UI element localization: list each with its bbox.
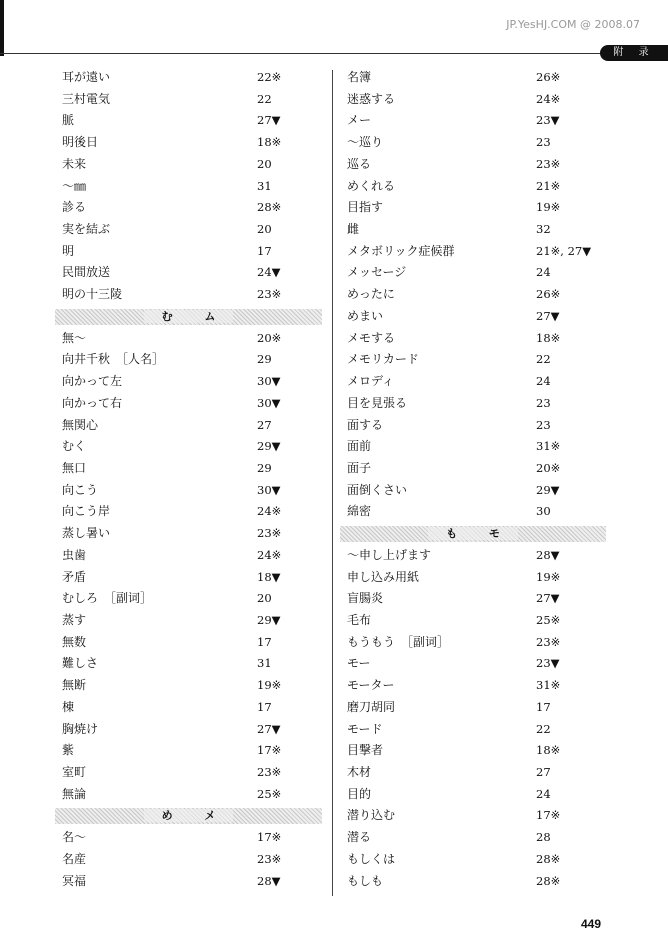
entry-term: 面倒くさい [347,482,408,497]
index-entry [340,480,606,502]
entry-reference: 29▼ [536,482,560,497]
index-entry [55,588,322,610]
section-tab: 附 录 [600,45,668,61]
index-entry [340,219,606,241]
index-entry [55,784,322,806]
entry-term: ～㎜ [62,178,87,193]
entry-term: めったに [347,287,395,302]
entry-term: もしも [347,873,384,888]
index-entry [340,89,606,111]
index-entry [55,132,322,154]
entry-reference: 24※ [257,504,282,519]
entry-term: 実を結ぶ [62,222,111,237]
entry-reference: 17 [257,243,272,258]
index-entry [340,67,606,89]
index-entry [340,610,606,632]
index-entry [55,219,322,241]
entry-term: 綿密 [347,504,372,519]
entry-reference: 19※ [257,678,282,693]
watermark: JP.YesHJ.COM @ 2008.07 [506,18,640,31]
entry-reference: 28▼ [257,873,281,888]
entry-reference: 28※ [257,200,282,215]
entry-reference: 22 [257,91,272,106]
entry-term: ～巡り [347,135,384,150]
index-entry [340,197,606,219]
entry-term: ～申し上げます [347,547,432,562]
entry-term: 脈 [62,113,75,128]
index-entry [55,436,322,458]
entry-reference: 20※ [257,330,282,345]
entry-term: むしろ ［副词］ [62,591,153,606]
index-entry [340,306,606,328]
entry-reference: 28▼ [536,547,560,562]
entry-reference: 27 [536,765,551,779]
entry-term: 目指す [347,200,384,215]
entry-reference: 23 [536,135,551,150]
entry-reference: 23 [536,417,551,432]
entry-term: 磨刀胡同 [347,699,396,714]
entry-reference: 22※ [257,70,282,84]
entry-reference: 31※ [536,439,561,454]
header-rule [0,53,615,54]
index-entry [340,262,606,284]
index-entry [340,284,606,306]
entry-reference: 25※ [257,786,282,801]
index-entry [55,480,322,502]
index-entry [55,719,322,741]
index-entry [55,393,322,415]
index-entry [55,501,322,523]
entry-reference: 25※ [536,612,561,627]
entry-reference: 24※ [536,91,561,106]
index-entry [340,371,606,393]
entry-term: 無数 [62,634,87,649]
entry-term: 向かって左 [62,374,123,389]
entry-reference: 21※, 27▼ [536,243,592,258]
section-header-label: め メ [144,809,234,822]
entry-term: 無論 [62,786,87,801]
section-header [55,808,322,824]
index-entry [340,393,606,415]
entry-reference: 18※ [536,743,561,758]
index-entry [55,849,322,871]
entry-reference: 18※ [257,135,282,150]
index-entry [55,349,322,371]
index-entry [340,719,606,741]
index-entry [55,740,322,762]
section-header-label: む ム [144,310,234,323]
entry-reference: 17※ [257,743,282,758]
index-entry [340,436,606,458]
section-header [340,526,606,542]
entry-term: 面子 [347,460,372,475]
entry-term: 無～ [62,330,87,345]
index-entry [340,458,606,480]
entry-reference: 23※ [257,287,282,302]
entry-reference: 30▼ [257,395,281,410]
index-column-left [55,67,322,892]
index-entry [55,675,322,697]
column-divider [332,70,333,896]
entry-term: 名産 [62,851,87,866]
entry-reference: 30▼ [257,374,281,389]
index-entry [340,501,606,523]
entry-term: 名簿 [347,70,372,84]
entry-reference: 27 [257,417,272,432]
index-column-right [340,67,606,892]
entry-term: 民間放送 [62,265,111,280]
index-entry [340,740,606,762]
entry-reference: 17 [257,634,272,649]
index-entry [55,632,322,654]
entry-reference: 23 [536,395,551,410]
entry-term: 巡る [347,156,372,171]
entry-term: 迷惑する [347,91,396,106]
index-entry [340,415,606,437]
entry-reference: 22 [536,721,551,736]
entry-term: メモリカード [347,352,419,367]
entry-reference: 24 [536,265,551,280]
index-entry [55,567,322,589]
entry-term: 未来 [62,156,87,171]
entry-reference: 29▼ [257,439,281,454]
entry-term: 胸焼け [62,721,99,736]
entry-term: 潜る [347,830,372,845]
entry-term: 面する [347,417,384,432]
entry-reference: 28※ [536,873,561,888]
index-entry [340,241,606,263]
entry-reference: 24 [536,374,551,389]
entry-term: 潜り込む [347,808,396,823]
entry-reference: 30▼ [257,482,281,497]
entry-reference: 23※ [257,765,282,779]
index-entry [340,827,606,849]
index-entry [55,176,322,198]
index-entry [55,697,322,719]
entry-term: 申し込み用紙 [347,569,420,584]
index-entry [55,827,322,849]
entry-reference: 21※ [536,178,561,193]
entry-term: 名～ [62,830,87,845]
entry-reference: 27▼ [536,591,560,606]
entry-term: むく [62,439,87,454]
entry-term: 面前 [347,439,372,454]
index-entry [340,545,606,567]
entry-term: メッセージ [347,265,407,280]
index-entry [55,458,322,480]
entry-reference: 23※ [536,634,561,649]
entry-term: 冥福 [62,873,87,888]
entry-reference: 27▼ [536,308,560,323]
entry-term: 目撃者 [347,743,384,758]
entry-reference: 29 [257,352,272,367]
index-entry [55,110,322,132]
index-entry [340,567,606,589]
entry-reference: 17 [536,699,551,714]
index-entry [55,762,322,784]
entry-term: 難しさ [62,656,99,671]
index-entry [55,653,322,675]
index-entry [55,197,322,219]
index-entry [340,697,606,719]
index-entry [55,523,322,545]
entry-term: 向こう岸 [62,504,111,519]
entry-term: 木材 [347,765,372,779]
index-entry [55,610,322,632]
entry-term: 虫歯 [62,547,87,562]
index-entry [340,653,606,675]
index-entry [340,349,606,371]
entry-reference: 23※ [536,156,561,171]
entry-reference: 26※ [536,287,561,302]
index-entry [55,67,322,89]
index-entry [340,154,606,176]
entry-reference: 17 [257,699,272,714]
entry-term: 無断 [62,678,87,693]
entry-reference: 27▼ [257,721,281,736]
entry-reference: 28※ [536,851,561,866]
entry-term: メタボリック症候群 [347,243,455,258]
entry-reference: 32 [536,222,551,237]
entry-term: 矛盾 [62,569,87,584]
section-header [55,309,322,325]
entry-term: 雌 [347,222,360,237]
entry-term: 盲腸炎 [347,591,384,606]
index-entry [55,371,322,393]
entry-term: メー [347,113,372,128]
entry-term: もうもう ［副词］ [347,634,450,649]
entry-term: 室町 [62,765,87,779]
index-entry [340,762,606,784]
entry-term: 目的 [347,786,372,801]
entry-reference: 24※ [257,547,282,562]
index-entry [55,545,322,567]
entry-reference: 27▼ [257,113,281,128]
index-entry [340,110,606,132]
entry-term: モー [347,656,371,671]
index-entry [55,262,322,284]
entry-reference: 23※ [257,851,282,866]
entry-term: 蒸す [62,612,87,627]
entry-reference: 26※ [536,70,561,84]
entry-reference: 24▼ [257,265,281,280]
page-edge-bar [0,0,4,56]
entry-term: 蒸し暑い [62,526,111,541]
entry-term: 向井千秋 ［人名］ [62,352,165,367]
entry-reference: 22 [536,352,551,367]
entry-term: 無口 [62,460,87,475]
entry-term: 向かって右 [62,395,123,410]
entry-reference: 31 [257,178,272,193]
entry-term: モード [347,721,383,736]
page-number: 449 [581,917,602,931]
entry-reference: 24 [536,786,551,801]
index-entry [55,415,322,437]
entry-term: めくれる [347,178,396,193]
index-entry [340,805,606,827]
entry-reference: 29 [257,460,272,475]
index-entry [340,588,606,610]
entry-term: 明後日 [62,135,99,150]
entry-term: 目を見張る [347,395,408,410]
entry-reference: 29▼ [257,612,281,627]
entry-term: 棟 [62,699,75,714]
index-entry [340,675,606,697]
entry-term: 診る [62,200,87,215]
entry-term: モーター [347,678,395,693]
entry-term: 向こう [62,482,99,497]
entry-term: 明の十三陵 [62,287,123,302]
entry-reference: 20 [257,591,272,606]
index-entry [340,328,606,350]
entry-reference: 18※ [536,330,561,345]
index-entry [55,871,322,893]
entry-term: めまい [347,308,384,323]
index-entry [55,89,322,111]
entry-reference: 20 [257,222,272,237]
index-entry [55,284,322,306]
entry-reference: 20 [257,156,272,171]
index-entry [55,241,322,263]
entry-term: もしくは [347,851,396,866]
index-entry [340,132,606,154]
entry-reference: 30 [536,504,551,519]
section-header-label: も モ [428,527,518,540]
entry-reference: 23▼ [536,656,560,671]
index-entry [340,871,606,893]
index-entry [340,632,606,654]
entry-reference: 19※ [536,200,561,215]
index-entry [340,849,606,871]
entry-reference: 20※ [536,460,561,475]
entry-reference: 17※ [536,808,561,823]
index-entry [55,154,322,176]
entry-reference: 28 [536,830,551,845]
index-entry [340,176,606,198]
entry-reference: 31 [257,656,272,671]
entry-reference: 17※ [257,830,282,845]
entry-reference: 23▼ [536,113,560,128]
entry-reference: 31※ [536,678,561,693]
entry-reference: 18▼ [257,569,281,584]
entry-term: 耳が遠い [62,70,111,84]
entry-term: 三村電気 [62,91,111,106]
index-entry [340,784,606,806]
entry-term: メロディ [347,374,395,389]
index-entry [55,328,322,350]
entry-term: メモする [347,330,396,345]
entry-reference: 19※ [536,569,561,584]
entry-term: 紫 [62,743,75,758]
entry-term: 明 [62,243,75,258]
entry-reference: 23※ [257,526,282,541]
entry-term: 無関心 [62,417,99,432]
entry-term: 毛布 [347,612,372,627]
